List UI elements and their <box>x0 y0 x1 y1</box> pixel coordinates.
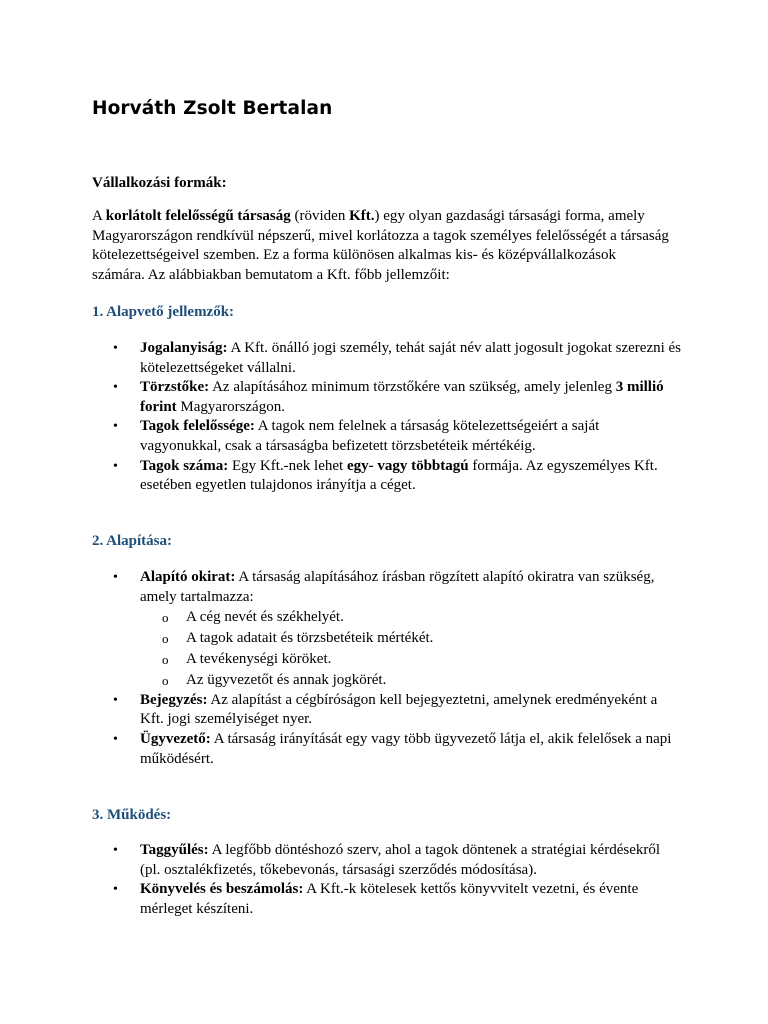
bullet-icon: • <box>113 419 118 435</box>
section-1-heading: 1. Alapvető jellemzők: <box>92 304 235 320</box>
sublist-text: Az ügyvezetőt és annak jogkörét. <box>186 672 387 689</box>
list-item <box>92 691 682 730</box>
item-text-2: formája. Az egyszemélyes Kft. esetében egyetlen tulajdonos irányítja a céget. <box>140 457 658 494</box>
item-text: A Kft.-k kötelesek kettős könyvvitelt vezetni, és évente mérleget készíteni. <box>140 881 639 917</box>
founding-document-sublist <box>140 608 682 691</box>
circle-bullet-icon: o <box>162 610 169 626</box>
list-item <box>92 457 682 496</box>
item-label: Taggyűlés: <box>140 842 209 858</box>
item-label: Alapító okirat: <box>140 569 236 585</box>
item-text: A legfőbb döntéshozó szerv, ahol a tagok döntenek a stratégiai kérdésekről (pl. osztalékfizetés, tőkebevonás, társasági szerződés módosítása). <box>140 842 661 878</box>
bullet-icon: • <box>113 458 118 474</box>
circle-bullet-icon: o <box>162 631 169 647</box>
item-label: Törzstőke: <box>140 379 210 396</box>
document-title: Horváth Zsolt Bertalan <box>92 98 333 119</box>
list-item <box>92 880 682 919</box>
section-2-heading: 2. Alapítása: <box>92 533 173 549</box>
intro-text-2: (röviden <box>290 208 350 224</box>
bullet-icon: • <box>113 380 118 396</box>
bullet-icon: • <box>113 731 118 747</box>
section-2-list <box>92 568 682 769</box>
intro-bold-kft-full: korlátolt felelősségű társaság <box>105 208 291 224</box>
item-label: Tagok felelőssége: <box>140 418 255 435</box>
sublist-item <box>140 608 682 628</box>
item-text: Az alapításához minimum törzstőkére van szükség, amely jelenleg <box>209 379 616 396</box>
circle-bullet-icon: o <box>162 673 169 689</box>
bullet-icon: • <box>113 843 118 858</box>
section-1-list <box>92 339 682 496</box>
item-text: A tagok nem felelnek a társaság kötelezettségeiért a saját vagyonukkal, csak a társaságba befizetett törzsbetéteik mértékéig. <box>140 418 600 454</box>
bullet-icon: • <box>113 692 118 708</box>
sublist-text: A cég nevét és székhelyét. <box>186 609 344 626</box>
list-item <box>92 730 682 769</box>
list-item <box>92 841 682 880</box>
intro-bold-kft: Kft. <box>349 208 375 224</box>
bullet-icon: • <box>113 570 118 585</box>
item-label: Ügyvezető: <box>140 730 211 747</box>
bullet-icon: • <box>113 341 118 356</box>
item-text: A Kft. önálló jogi személy, tehát saját név alatt jogosult jogokat szerezni és kötelezettségeket vállalni. <box>140 340 682 376</box>
intro-text-3: ) egy olyan gazdasági társasági forma, amely Magyarországon rendkívül népszerű, mivel korlátozza a tagok személyes felelősségét a társaság kötelezettségeivel szemben. Ez a forma különösen alkalmas kis- és középvállalkozások számára. Az alábbiakban bemutatom a Kft. főbb jellemzőit: <box>92 208 669 283</box>
item-text: Egy Kft.-nek lehet <box>228 457 347 474</box>
intro-paragraph <box>92 207 672 285</box>
item-text: A társaság irányítását egy vagy több ügyvezető látja el, akik felelősek a napi működésért. <box>140 730 672 767</box>
sublist-text: A tagok adatait és törzsbetéteik mértékét. <box>186 630 434 647</box>
sublist-item <box>140 629 682 649</box>
sublist-item <box>140 650 682 670</box>
item-text-2: Magyarországon. <box>176 398 285 415</box>
item-label: Tagok száma: <box>140 457 229 474</box>
item-label: Bejegyzés: <box>140 691 208 708</box>
sublist-item <box>140 671 682 691</box>
item-label: Könyvelés és beszámolás: <box>140 881 304 898</box>
bullet-icon: • <box>113 882 118 898</box>
section-3-list <box>92 841 682 919</box>
item-bold-value: 3 millió forint <box>140 379 664 415</box>
item-bold-value: egy- vagy többtagú <box>346 457 469 474</box>
list-item <box>92 568 682 691</box>
list-item <box>92 339 682 378</box>
heading-business-forms: Vállalkozási formák: <box>92 175 227 191</box>
sublist-text: A tevékenységi köröket. <box>186 651 332 668</box>
intro-text-1: A <box>92 208 106 224</box>
item-text: Az alapítást a cégbíróságon kell bejegyeztetni, amelynek eredményeként a Kft. jogi személyiséget nyer. <box>140 691 658 728</box>
circle-bullet-icon: o <box>162 652 169 668</box>
item-text: A társaság alapításához írásban rögzített alapító okiratra van szükség, amely tartalmazza: <box>140 569 655 605</box>
list-item <box>92 417 682 456</box>
section-3-heading: 3. Működés: <box>92 807 172 823</box>
list-item <box>92 378 682 417</box>
item-label: Jogalanyiság: <box>140 340 228 356</box>
